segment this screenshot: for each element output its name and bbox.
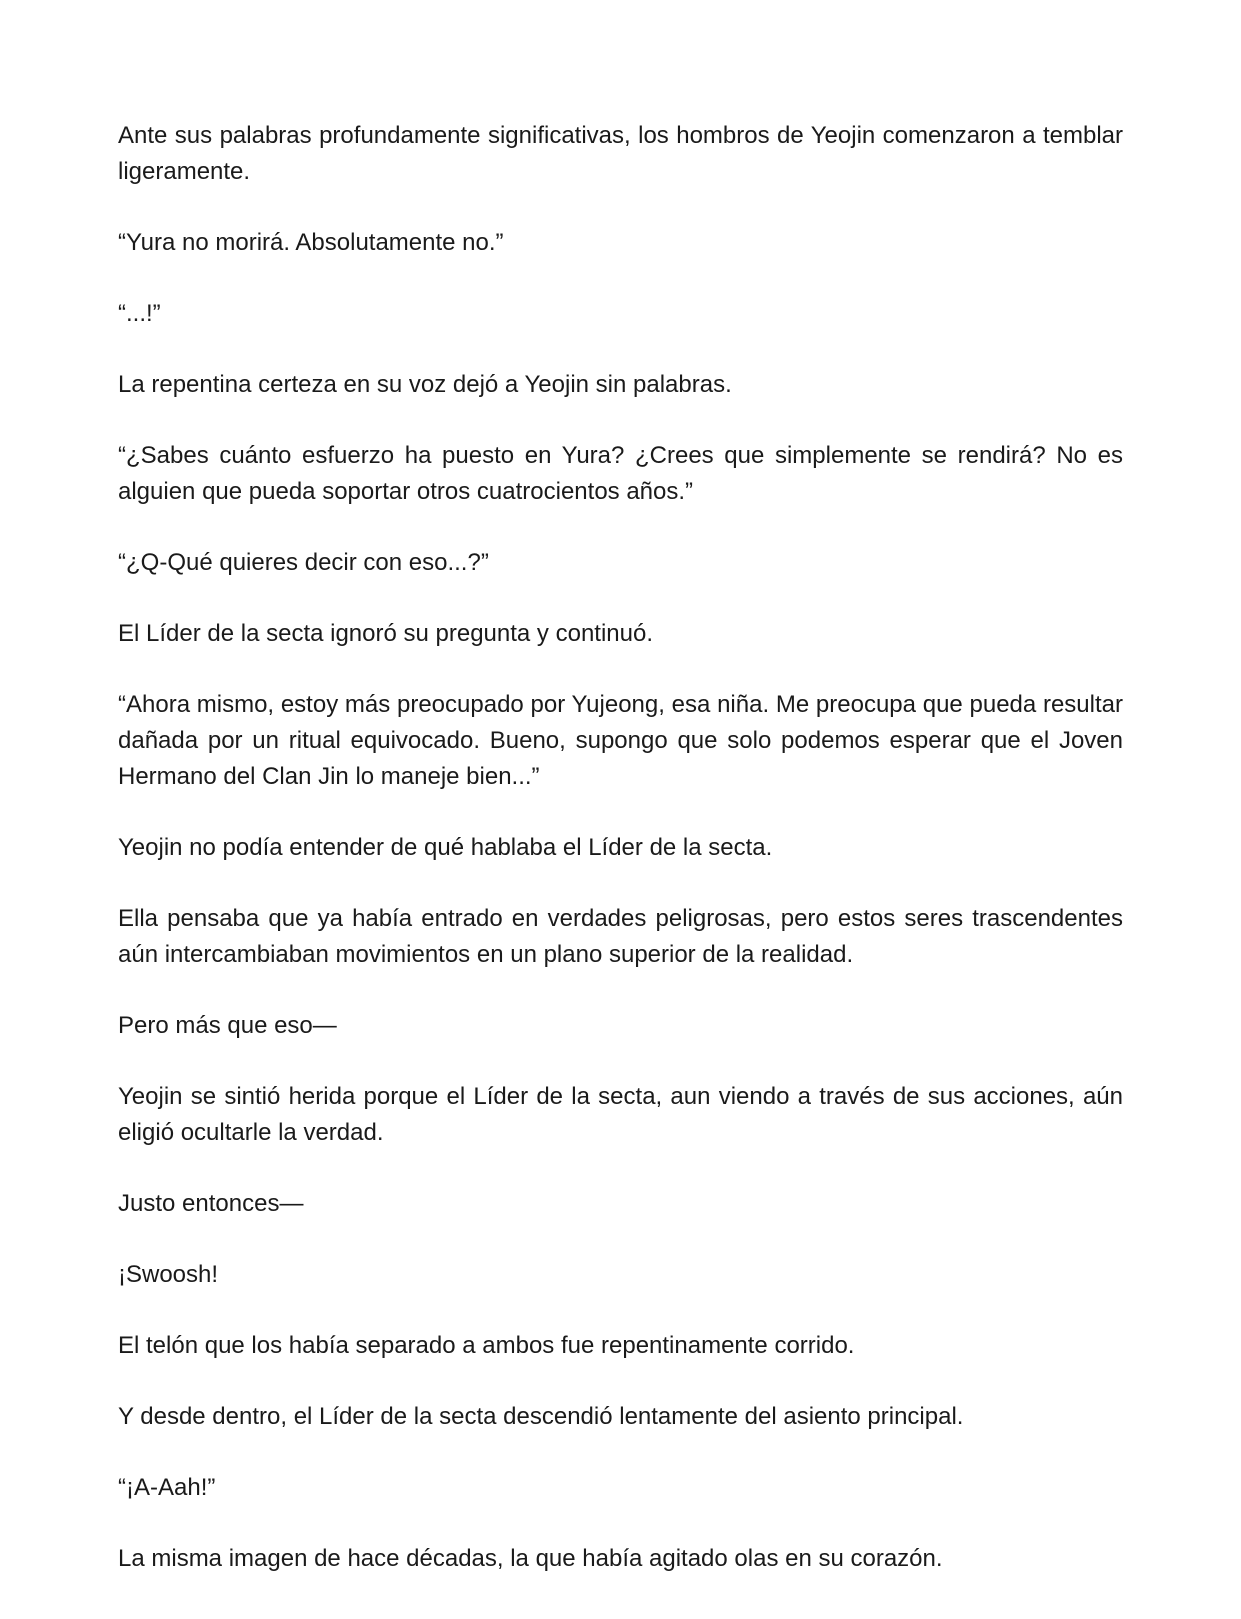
paragraph-5: “¿Sabes cuánto esfuerzo ha puesto en Yura? ¿Crees que simplemente se rendirá? No es alguien que pueda soportar otros cuatrocientos años.” [118, 442, 1123, 505]
paragraph-1: Ante sus palabras profundamente significativas, los hombros de Yeojin comenzaron a temblar ligeramente. [118, 122, 1123, 185]
paragraph-8: “Ahora mismo, estoy más preocupado por Yujeong, esa niña. Me preocupa que pueda resultar dañada por un ritual equivocado. Bueno, supongo que solo podemos esperar que el Joven Hermano del Clan Jin lo maneje bien...” [118, 691, 1123, 790]
paragraph-18: La misma imagen de hace décadas, la que había agitado olas en su corazón. [118, 1545, 943, 1572]
paragraph-12: Yeojin se sintió herida porque el Líder de la secta, aun viendo a través de sus acciones, aún eligió ocultarle la verdad. [118, 1083, 1123, 1146]
paragraph-16: Y desde dentro, el Líder de la secta descendió lentamente del asiento principal. [118, 1403, 964, 1430]
paragraph-17: “¡A-Aah!” [118, 1474, 216, 1501]
paragraph-2: “Yura no morirá. Absolutamente no.” [118, 229, 504, 256]
paragraph-4: La repentina certeza en su voz dejó a Yeojin sin palabras. [118, 371, 732, 398]
paragraph-14: ¡Swoosh! [118, 1261, 219, 1288]
paragraph-10: Ella pensaba que ya había entrado en verdades peligrosas, pero estos seres trascendentes aún intercambiaban movimientos en un plano superior de la realidad. [118, 905, 1123, 968]
paragraph-3: “...!” [118, 300, 161, 327]
paragraph-11: Pero más que eso— [118, 1012, 337, 1039]
paragraph-9: Yeojin no podía entender de qué hablaba el Líder de la secta. [118, 834, 773, 861]
paragraph-15: El telón que los había separado a ambos fue repentinamente corrido. [118, 1332, 855, 1359]
paragraph-7: El Líder de la secta ignoró su pregunta y continuó. [118, 620, 654, 647]
paragraph-13: Justo entonces— [118, 1190, 304, 1217]
document-body [118, 118, 1123, 1612]
paragraph-6: “¿Q-Qué quieres decir con eso...?” [118, 549, 489, 576]
